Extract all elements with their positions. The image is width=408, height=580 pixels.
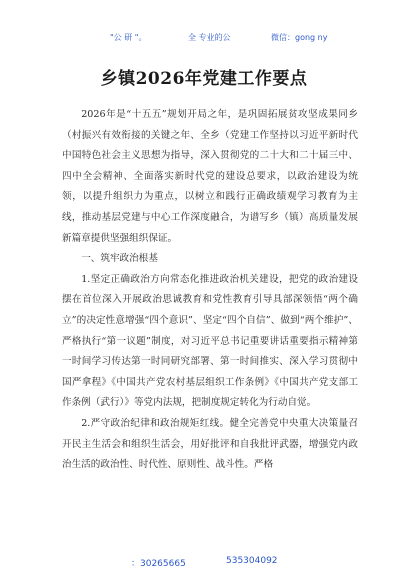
- document-title: 乡镇2026年党建工作要点: [100, 69, 308, 89]
- body-paragraph: 2.严守政治纪律和政治规矩红线。健全完善党中央重大决策量召开民主生活会和组织生活会，用好批评和自我批评武器，增强党内政治生活的政治性、时代性、原则性、战斗性。严格: [62, 417, 358, 471]
- footer-left-text: ：30265665: [131, 559, 186, 569]
- intro-paragraph: 2026年是“十五五”规划开局之年，是巩固拓展贫攻坚成果同乡（村振兴有效衔接的关键之年、全乡（党建工作坚持以习近平新时代中国特色社会主义思想为指导，深入贯彻党的二十大和二十届三中、四中全会精神、全面落实新时代党的建设总要求，以政治建设为统领，以提升组织力为重点，以树立和践行正确政绩观学习教育为主线，推动基层党建与中心工作深度融合，为谱写乡（镇）高质量发展新篇章提供坚强组织保证。: [62, 109, 358, 244]
- body-paragraph: 1.坚定正确政治方向常态化推进政治机关建设，把党的政治建设摆在首位深入开展政治思诚教育和党性教育引导具部深领悟“两个确立”的决定性意增强“四个意识”、坚定“四个自信”、做到“两个维护”、严格执行“第一议题”制度，对习近平总书记重要讲话重要指示精神第一时间学习传达第一时同研究部署、第一时间推实、深入学习贯彻中国严拿程》《中国共产党农村基层组织工作条例》《中国共产党支部工作条例（武行）》等党内法规，把制度规定转化为行动自觉。: [62, 273, 358, 409]
- footer-right-text: 535304092: [226, 556, 278, 566]
- header-right-text: 微信：gong ny: [271, 33, 328, 42]
- document-body: [62, 105, 358, 476]
- header-bar: [0, 18, 408, 42]
- section-heading: 一、筑牢政治根基: [81, 253, 158, 265]
- footer-bar: [0, 556, 408, 570]
- header-left-text: "公 研 "。: [110, 33, 147, 42]
- header-middle-text: 全 专业的公: [188, 33, 231, 42]
